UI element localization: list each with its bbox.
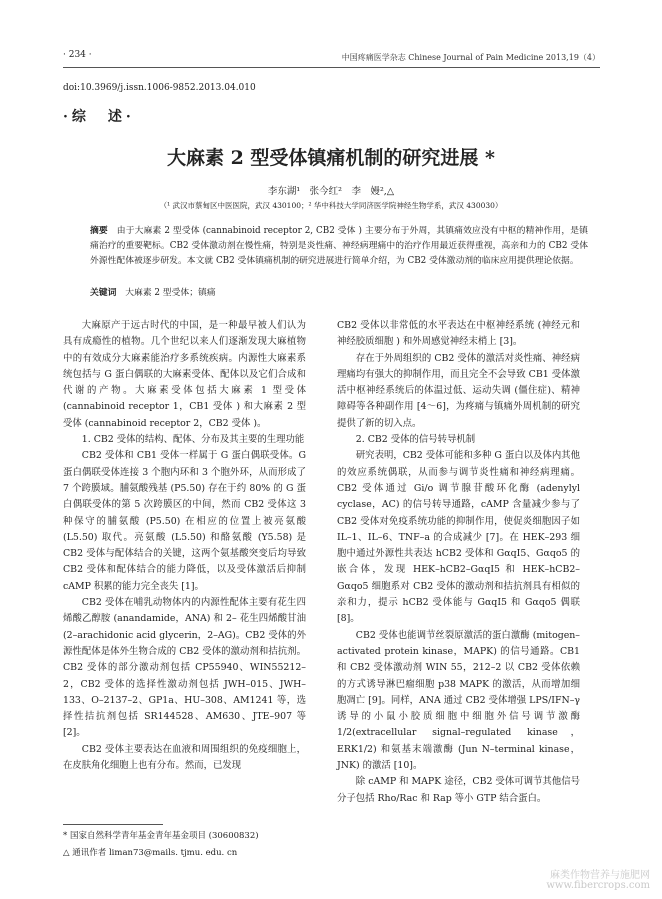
article-title: 大麻素 2 型受体镇痛机制的研究进展 * [166, 147, 495, 169]
right-column [337, 318, 580, 807]
authors: 李东湖¹ 张今红² 李 嫚²,△ [267, 186, 395, 197]
paragraph: 大麻原产于远古时代的中国，是一种最早被人们认为具有成瘾性的植物。几个世纪以来人们逐渐发现大麻植物中的有效成分大麻素能治疗多系统疾病。内源性大麻素系统包括与 G 蛋白偶联的大麻素受体、配体以及它们合成和代谢的产物。大麻素受体包括大麻素 1 型受体 (cannabinoid receptor 1，CB1 受体 ) 和大麻素 2 型受体 (cannabinoid receptor 2，CB2 受体 )。 [63, 320, 306, 429]
doi: doi:10.3969/j.issn.1006-9852.2013.04.010 [63, 83, 256, 93]
page-number: · 234 · [63, 50, 92, 60]
paragraph: CB2 受体在哺乳动物体内的内源性配体主要有花生四烯酸乙醇胺 (anandamide，ANA) 和 2– 花生四烯酸甘油 (2–arachidonic acid glycerin，2–AG)。CB2 受体的外源性配体是体外生物合成的 CB2 受体的激动剂和拮抗剂。CB2 受体的部分激动剂包括 CP55940、WIN55212–2，CB2 受体的选择性激动剂包括 JWH–015、JWH–133、O–2137–2、GP1a、HU–308、AM1241 等，选择性拮抗剂包括 SR144528、AM630、JTE–907 等 [2]。 [63, 597, 306, 739]
section-heading: 1. CB2 受体的结构、配体、分布及其主要的生理功能 [81, 434, 305, 446]
paragraph: CB2 受体和 CB1 受体一样属于 G 蛋白偶联受体。G 蛋白偶联受体连接 3 个胞内环和 3 个胞外环，从而形成了 7 个跨膜域。脯氨酸残基 (P5.50) 存在于约 80% 的 G 蛋白偶联受体的第 5 次跨膜区的中间，然而 CB2 受体这 3 种保守的脯氨酸 (P5.50) 在相应的位置上被亮氨酸 (L5.50) 取代。亮氨酸 (L5.50) 和酪氨酸 (Y5.58) 是 CB2 受体与配体结合的关键，这两个氨基酸突变后均导致 CB2 受体和配体结合的能力降低，以及受体激活后抑制 cAMP 积累的能力完全丧失 [1]。 [63, 450, 306, 592]
keywords-label: 关键词 [90, 288, 117, 298]
paragraph: CB2 受体主要表达在血液和周围组织的免疫细胞上，在皮肤角化细胞上也有分布。然而，已发现 [63, 743, 306, 772]
section-heading: 2. CB2 受体的信号转导机制 [355, 434, 476, 446]
watermark-line1: 麻类作物营养与施肥网 [550, 870, 650, 881]
keywords [90, 285, 216, 298]
left-column [63, 318, 306, 774]
header-rule [63, 67, 600, 68]
abstract-text: 由于大麻素 2 型受体 (cannabinoid receptor 2, CB2 受体 ) 主要分布于外周，其镇痛效应没有中枢的精神作用，是镇痛治疗的重要靶标。CB2 受体激动剂在慢性痛，特别是炎性痛、神经病理痛中的治疗作用最近获得重视，高亲和力的 CB2 受体外源性配体被逐步研发。本文就 CB2 受体镇痛机制的研究进展进行简单介绍，为 CB2 受体激动剂的临床应用提供理论依据。 [90, 226, 588, 266]
paragraph: CB2 受体也能调节丝裂原激活的蛋白激酶 (mitogen–activated protein kinase，MAPK) 的信号通路。CB1 和 CB2 受体激动剂 WIN 55，212–2 以 CB2 受体依赖的方式诱导淋巴瘤细胞 p38 MAPK 的激活，从而增加细胞凋亡 [9]。同样，ANA 通过 CB2 受体增强 LPS/IFN–γ 诱导的小鼠小胶质细胞中细胞外信号调节激酶 1/2(extracellular signal–regulated kinase，ERK1/2) 和氨基末端激酶 (Jun N–terminal kinase，JNK) 的激活 [10]。 [337, 629, 580, 772]
abstract-label: 摘要 [90, 226, 108, 236]
paragraph: 研究表明，CB2 受体可能和多种 G 蛋白以及体内其他的效应系统偶联，从而参与调节炎性痛和神经病理痛。CB2 受体通过 Gi/o 调节腺苷酸环化酶 (adenylyl cyclase，AC) 的信号转导通路，cAMP 含量减少参与了 CB2 受体对免疫系统功能的抑制作用，使促炎细胞因子如 IL–1、IL–6、TNF–a 的合成减少 [7]。在 HEK–293 细胞中通过外源性共表达 hCB2 受体和 GαqI5、Gαqo5 的嵌合体，发现 HEK–hCB2–GαqI5 和 HEK–hCB2–Gαqo5 细胞系对 CB2 受体的激动剂和拮抗剂具有相似的亲和力，提示 hCB2 受体能与 GαqI5 和 Gαqo5 偶联 [8]。 [337, 450, 580, 625]
footnote-correspondence: △ 通讯作者 liman73@mails. tjmu. edu. cn [63, 848, 238, 858]
paragraph: CB2 受体以非常低的水平表达在中枢神经系统 (神经元和神经胶质细胞 ) 和外周感觉神经末梢上 [3]。 [337, 320, 580, 348]
section-label: ·综 述· [63, 109, 135, 125]
abstract [90, 224, 588, 269]
affiliation: （¹ 武汉市蔡甸区中医医院，武汉 430100；² 华中科技大学同济医学院神经生物学系，武汉 430030） [159, 201, 503, 210]
paragraph: 存在于外周组织的 CB2 受体的激活对炎性痛、神经病理痛均有强大的抑制作用，而且完全不会导致 CB1 受体激活中枢神经系统后的体温过低、运动失调 (僵住症)、精神障碍等各种副作用 [4～6]，为疼痛与镇痛外周机制的研究提供了新的切入点。 [337, 352, 580, 429]
footnote-funding: * 国家自然科学青年基金青年基金项目 (30600832) [63, 831, 259, 841]
footnote-rule [63, 824, 163, 825]
paragraph: 除 cAMP 和 MAPK 途径，CB2 受体可调节其他信号分子包括 Rho/Rac 和 Rap 等小 GTP 结合蛋白。 [337, 776, 580, 804]
keywords-text: 大麻素 2 型受体；镇痛 [125, 288, 216, 298]
watermark-line2: www.fibercrops.com [546, 880, 650, 891]
journal-header: 中国疼痛医学杂志 Chinese Journal of Pain Medicine 2013,19（4） [341, 53, 600, 62]
